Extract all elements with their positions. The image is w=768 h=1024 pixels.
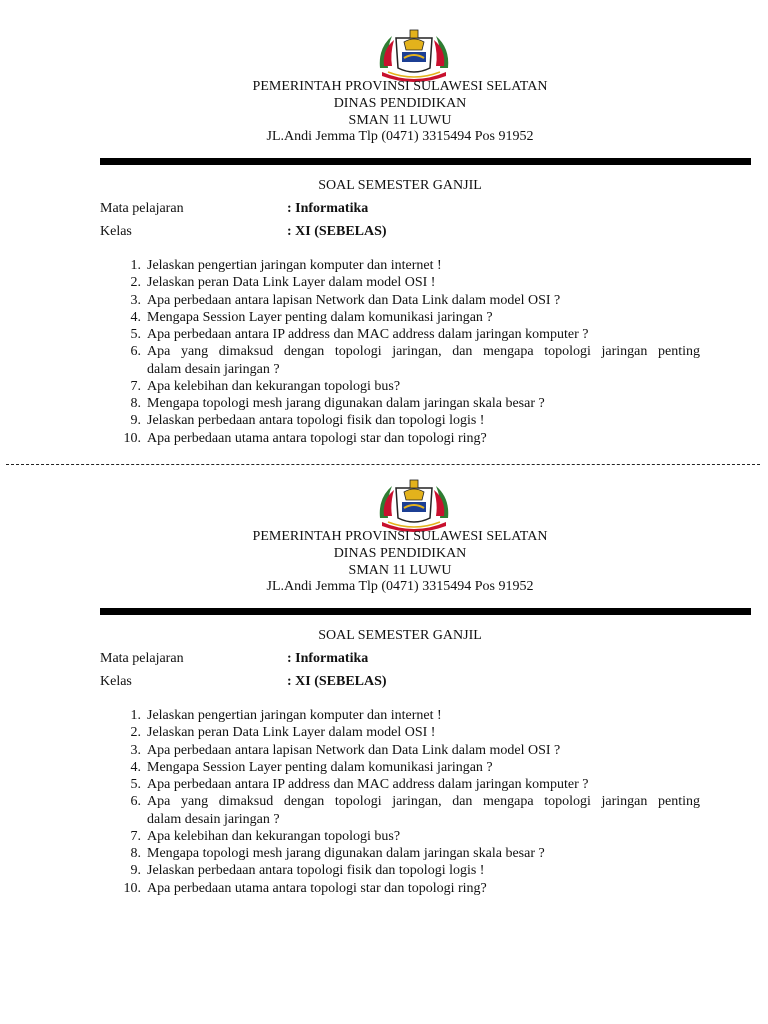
header-address-line: JL.Andi Jemma Tlp (0471) 3315494 Pos 91952 (266, 129, 534, 144)
question-number: 2. (130, 275, 141, 291)
exam-title: SOAL SEMESTER GANJIL (318, 178, 482, 193)
header-school-name: SMAN 11 LUWU (348, 563, 452, 578)
question-text: Apa yang dimaksud dengan topologi jaringan, dan mengapa topologi jaringan penting (147, 794, 700, 810)
question-item (100, 326, 700, 343)
question-item (100, 378, 700, 395)
question-text: Apa kelebihan dan kekurangan topologi bus? (147, 378, 401, 394)
question-number: 5. (130, 777, 141, 792)
question-item (100, 257, 700, 274)
question-number: 10. (123, 880, 141, 896)
question-text: Apa perbedaan antara IP address dan MAC address dalam jaringan komputer ? (147, 777, 589, 792)
question-number: 7. (130, 378, 141, 394)
question-number: 9. (130, 413, 141, 429)
header-divider (100, 608, 751, 615)
question-text: Jelaskan peran Data Link Layer dalam model OSI ! (147, 275, 436, 291)
question-item (100, 343, 700, 378)
class-value: : XI (SEBELAS) (287, 674, 387, 689)
question-item (100, 793, 700, 828)
question-item (100, 274, 700, 291)
question-text: Apa yang dimaksud dengan topologi jaringan, dan mengapa topologi jaringan penting (147, 344, 700, 360)
question-item (100, 395, 700, 412)
header-divider (100, 158, 751, 165)
provincial-emblem-icon (374, 478, 454, 532)
header-department-line: DINAS PENDIDIKAN (333, 546, 467, 561)
exam-title: SOAL SEMESTER GANJIL (318, 628, 482, 643)
question-text: Apa perbedaan antara lapisan Network dan Data Link dalam model OSI ? (147, 292, 561, 308)
question-number: 6. (130, 794, 141, 810)
question-text-continued: dalam desain jaringan ? (147, 811, 280, 827)
question-number: 5. (130, 327, 141, 342)
question-text: Apa kelebihan dan kekurangan topologi bus? (147, 828, 401, 844)
question-number: 6. (130, 344, 141, 360)
header-school-name: SMAN 11 LUWU (348, 113, 452, 128)
question-number: 8. (130, 846, 141, 861)
question-number: 4. (130, 309, 141, 325)
question-number: 3. (130, 742, 141, 758)
question-text: Mengapa Session Layer penting dalam komunikasi jaringan ? (147, 309, 493, 325)
question-text: Apa perbedaan utama antara topologi star dan topologi ring? (147, 880, 487, 896)
subject-label: Mata pelajaran (100, 201, 184, 216)
question-item (100, 742, 700, 759)
question-item (100, 412, 700, 429)
exam-sheet-bottom (0, 474, 768, 924)
question-text: Jelaskan pengertian jaringan komputer dan internet ! (147, 258, 442, 273)
question-number: 1. (130, 258, 141, 273)
question-item (100, 292, 700, 309)
question-item (100, 707, 700, 724)
subject-label: Mata pelajaran (100, 651, 184, 666)
question-text: Apa perbedaan antara IP address dan MAC address dalam jaringan komputer ? (147, 327, 589, 342)
question-item (100, 862, 700, 879)
question-number: 10. (123, 430, 141, 446)
question-text-continued: dalam desain jaringan ? (147, 361, 280, 377)
question-text: Apa perbedaan antara lapisan Network dan Data Link dalam model OSI ? (147, 742, 561, 758)
question-list (100, 257, 700, 447)
question-number: 8. (130, 396, 141, 411)
question-text: Mengapa topologi mesh jarang digunakan dalam jaringan skala besar ? (147, 846, 545, 861)
exam-sheet-top (0, 24, 768, 474)
subject-value: : Informatika (287, 651, 369, 666)
header-department-line: DINAS PENDIDIKAN (333, 96, 467, 111)
header-government-line: PEMERINTAH PROVINSI SULAWESI SELATAN (252, 79, 548, 94)
provincial-emblem-icon (374, 28, 454, 82)
question-number: 2. (130, 725, 141, 741)
question-list (100, 707, 700, 897)
question-item (100, 430, 700, 447)
question-item (100, 845, 700, 862)
class-label: Kelas (100, 674, 132, 689)
question-number: 1. (130, 708, 141, 723)
question-item (100, 776, 700, 793)
question-text: Apa perbedaan utama antara topologi star dan topologi ring? (147, 430, 487, 446)
question-number: 9. (130, 863, 141, 879)
subject-value: : Informatika (287, 201, 369, 216)
question-text: Jelaskan pengertian jaringan komputer dan internet ! (147, 708, 442, 723)
question-item (100, 880, 700, 897)
question-number: 3. (130, 292, 141, 308)
question-item (100, 759, 700, 776)
cut-line-divider (6, 464, 760, 465)
question-text: Jelaskan perbedaan antara topologi fisik dan topologi logis ! (147, 413, 485, 429)
header-address-line: JL.Andi Jemma Tlp (0471) 3315494 Pos 91952 (266, 579, 534, 594)
question-text: Mengapa topologi mesh jarang digunakan dalam jaringan skala besar ? (147, 396, 545, 411)
header-government-line: PEMERINTAH PROVINSI SULAWESI SELATAN (252, 529, 548, 544)
question-text: Jelaskan perbedaan antara topologi fisik dan topologi logis ! (147, 863, 485, 879)
question-item (100, 828, 700, 845)
question-text: Jelaskan peran Data Link Layer dalam model OSI ! (147, 725, 436, 741)
class-value: : XI (SEBELAS) (287, 224, 387, 239)
class-label: Kelas (100, 224, 132, 239)
question-number: 7. (130, 828, 141, 844)
question-item (100, 309, 700, 326)
question-item (100, 724, 700, 741)
question-number: 4. (130, 759, 141, 775)
question-text: Mengapa Session Layer penting dalam komunikasi jaringan ? (147, 759, 493, 775)
